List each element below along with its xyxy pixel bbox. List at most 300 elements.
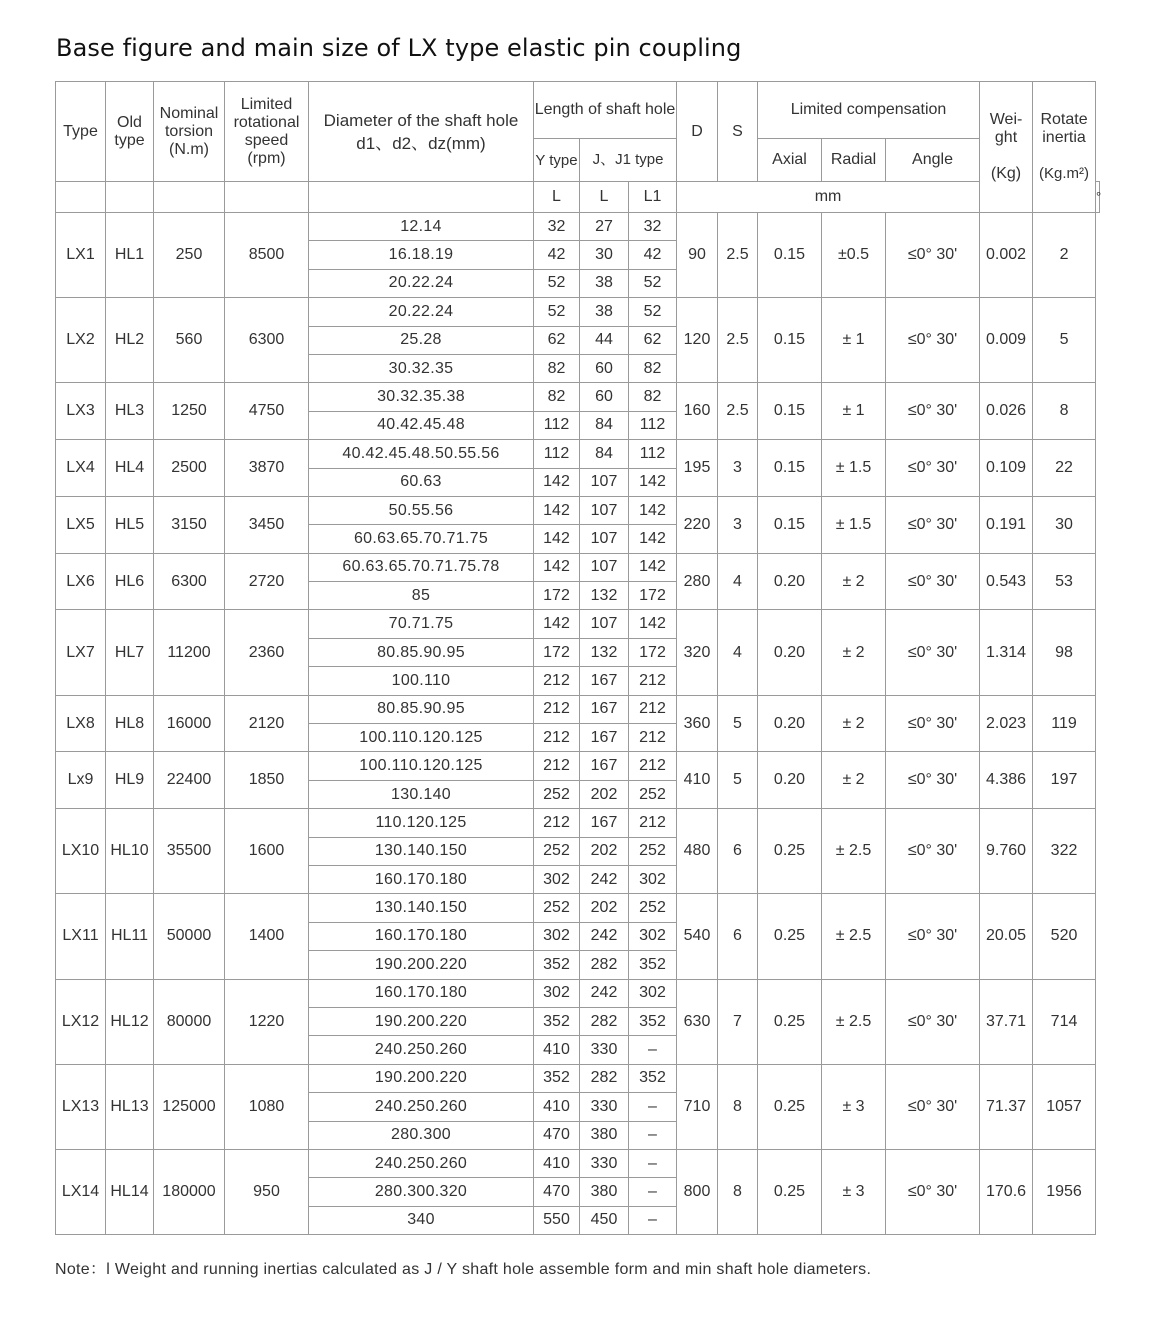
j-l1-cell: 172 — [629, 638, 677, 666]
header-type: Type — [56, 82, 106, 182]
j-length-cell: 282 — [580, 1064, 629, 1092]
angle-cell: ≤0° 30' — [886, 383, 980, 440]
j-l1-cell: 302 — [629, 865, 677, 893]
angle-cell: ≤0° 30' — [886, 298, 980, 383]
table-row — [56, 1064, 1100, 1092]
s-cell: 6 — [718, 809, 758, 894]
j-length-cell: 167 — [580, 752, 629, 780]
diameter-cell: 190.200.220 — [309, 951, 534, 979]
axial-cell: 0.25 — [758, 979, 822, 1064]
axial-cell: 0.15 — [758, 440, 822, 497]
diameter-cell: 100.110.120.125 — [309, 752, 534, 780]
j-length-cell: 242 — [580, 865, 629, 893]
j-length-cell: 330 — [580, 1093, 629, 1121]
j-length-cell: 60 — [580, 354, 629, 382]
inertia-cell: 1956 — [1033, 1149, 1096, 1234]
j-length-cell: 84 — [580, 411, 629, 439]
weight-cell: 4.386 — [980, 752, 1033, 809]
type-cell: LX14 — [56, 1149, 106, 1234]
speed-cell: 1220 — [225, 979, 309, 1064]
radial-cell: ± 1 — [822, 383, 886, 440]
table-row — [56, 213, 1100, 241]
j-length-cell: 132 — [580, 582, 629, 610]
y-length-cell: 142 — [534, 525, 580, 553]
diameter-cell: 130.140.150 — [309, 837, 534, 865]
torsion-cell: 6300 — [154, 553, 225, 610]
d-cell: 540 — [677, 894, 718, 979]
header-axial: Axial — [758, 139, 822, 182]
j-length-cell: 330 — [580, 1149, 629, 1177]
d-cell: 360 — [677, 695, 718, 752]
speed-cell: 1400 — [225, 894, 309, 979]
j-l1-cell: 52 — [629, 269, 677, 297]
y-length-cell: 410 — [534, 1149, 580, 1177]
weight-cell: 0.109 — [980, 440, 1033, 497]
s-cell: 8 — [718, 1149, 758, 1234]
weight-cell: 0.002 — [980, 213, 1033, 298]
j-l1-cell: 302 — [629, 922, 677, 950]
diameter-cell: 30.32.35 — [309, 354, 534, 382]
j-l1-cell: 42 — [629, 241, 677, 269]
table-row — [56, 809, 1100, 837]
diameter-cell: 60.63 — [309, 468, 534, 496]
speed-cell: 4750 — [225, 383, 309, 440]
speed-cell: 2120 — [225, 695, 309, 752]
diameter-cell: 240.250.260 — [309, 1149, 534, 1177]
y-length-cell: 550 — [534, 1206, 580, 1234]
s-cell: 5 — [718, 752, 758, 809]
j-length-cell: 202 — [580, 894, 629, 922]
type-cell: LX1 — [56, 213, 106, 298]
angle-cell: ≤0° 30' — [886, 610, 980, 695]
y-length-cell: 212 — [534, 667, 580, 695]
diameter-cell: 130.140 — [309, 780, 534, 808]
table-row — [56, 752, 1100, 780]
speed-cell: 6300 — [225, 298, 309, 383]
torsion-cell: 22400 — [154, 752, 225, 809]
type-cell: LX4 — [56, 440, 106, 497]
torsion-cell: 560 — [154, 298, 225, 383]
header-angle: Angle — [886, 139, 980, 182]
diameter-cell: 110.120.125 — [309, 809, 534, 837]
speed-cell: 1600 — [225, 809, 309, 894]
inertia-cell: 197 — [1033, 752, 1096, 809]
header-compensation: Limited compensation — [758, 82, 980, 139]
radial-cell: ± 2.5 — [822, 894, 886, 979]
j-length-cell: 107 — [580, 525, 629, 553]
torsion-cell: 50000 — [154, 894, 225, 979]
diameter-cell: 40.42.45.48 — [309, 411, 534, 439]
type-cell: LX7 — [56, 610, 106, 695]
y-length-cell: 112 — [534, 411, 580, 439]
y-length-cell: 212 — [534, 724, 580, 752]
torsion-cell: 2500 — [154, 440, 225, 497]
header-limited-speed-unit: (rpm) — [247, 149, 286, 167]
j-length-cell: 282 — [580, 951, 629, 979]
j-l1-cell: – — [629, 1036, 677, 1064]
type-cell: Lx9 — [56, 752, 106, 809]
old-type-cell: HL9 — [106, 752, 154, 809]
diameter-cell: 70.71.75 — [309, 610, 534, 638]
axial-cell: 0.15 — [758, 298, 822, 383]
weight-cell: 0.191 — [980, 496, 1033, 553]
diameter-cell: 280.300 — [309, 1121, 534, 1149]
header-inertia-unit: (Kg.m²) — [1039, 165, 1090, 182]
diameter-cell: 160.170.180 — [309, 865, 534, 893]
diameter-cell: 12.14 — [309, 213, 534, 241]
j-l1-cell: 252 — [629, 894, 677, 922]
diameter-cell: 190.200.220 — [309, 1064, 534, 1092]
j-length-cell: 38 — [580, 269, 629, 297]
j-l1-cell: 142 — [629, 468, 677, 496]
radial-cell: ± 1 — [822, 298, 886, 383]
axial-cell: 0.20 — [758, 610, 822, 695]
weight-cell: 9.760 — [980, 809, 1033, 894]
inertia-cell: 119 — [1033, 695, 1096, 752]
diameter-cell: 240.250.260 — [309, 1093, 534, 1121]
table-row — [56, 496, 1100, 524]
diameter-cell: 60.63.65.70.71.75.78 — [309, 553, 534, 581]
y-length-cell: 302 — [534, 979, 580, 1007]
radial-cell: ± 1.5 — [822, 440, 886, 497]
y-length-cell: 252 — [534, 894, 580, 922]
diameter-cell: 340 — [309, 1206, 534, 1234]
j-length-cell: 132 — [580, 638, 629, 666]
header-diameter — [309, 82, 534, 182]
torsion-cell: 250 — [154, 213, 225, 298]
j-length-cell: 380 — [580, 1178, 629, 1206]
weight-cell: 0.009 — [980, 298, 1033, 383]
diameter-cell: 20.22.24 — [309, 298, 534, 326]
j-length-cell: 450 — [580, 1206, 629, 1234]
j-l1-cell: 212 — [629, 695, 677, 723]
axial-cell: 0.20 — [758, 553, 822, 610]
table-header — [56, 82, 1100, 213]
radial-cell: ± 2.5 — [822, 809, 886, 894]
j-l1-cell: 112 — [629, 440, 677, 468]
diameter-cell: 240.250.260 — [309, 1036, 534, 1064]
d-cell: 710 — [677, 1064, 718, 1149]
table-body — [56, 213, 1100, 1235]
header-col-l-j: L — [580, 182, 629, 213]
angle-cell: ≤0° 30' — [886, 752, 980, 809]
j-l1-cell: – — [629, 1206, 677, 1234]
j-length-cell: 27 — [580, 213, 629, 241]
old-type-cell: HL5 — [106, 496, 154, 553]
y-length-cell: 62 — [534, 326, 580, 354]
d-cell: 410 — [677, 752, 718, 809]
angle-cell: ≤0° 30' — [886, 979, 980, 1064]
s-cell: 2.5 — [718, 383, 758, 440]
old-type-cell: HL14 — [106, 1149, 154, 1234]
y-length-cell: 252 — [534, 837, 580, 865]
j-length-cell: 44 — [580, 326, 629, 354]
diameter-cell: 100.110 — [309, 667, 534, 695]
type-cell: LX10 — [56, 809, 106, 894]
old-type-cell: HL7 — [106, 610, 154, 695]
radial-cell: ± 2 — [822, 610, 886, 695]
old-type-cell: HL13 — [106, 1064, 154, 1149]
diameter-cell: 16.18.19 — [309, 241, 534, 269]
j-l1-cell: 172 — [629, 582, 677, 610]
angle-cell: ≤0° 30' — [886, 695, 980, 752]
axial-cell: 0.15 — [758, 213, 822, 298]
diameter-cell: 190.200.220 — [309, 1007, 534, 1035]
y-length-cell: 172 — [534, 582, 580, 610]
y-length-cell: 32 — [534, 213, 580, 241]
speed-cell: 3870 — [225, 440, 309, 497]
table-row — [56, 979, 1100, 1007]
header-blank-torsion — [154, 182, 225, 213]
table-row — [56, 553, 1100, 581]
j-l1-cell: – — [629, 1121, 677, 1149]
diameter-cell: 160.170.180 — [309, 979, 534, 1007]
speed-cell: 1850 — [225, 752, 309, 809]
weight-cell: 0.543 — [980, 553, 1033, 610]
j-l1-cell: 352 — [629, 951, 677, 979]
header-nominal-torsion-unit: (N.m) — [169, 140, 209, 158]
y-length-cell: 82 — [534, 383, 580, 411]
axial-cell: 0.25 — [758, 809, 822, 894]
speed-cell: 2360 — [225, 610, 309, 695]
inertia-cell: 520 — [1033, 894, 1096, 979]
old-type-cell: HL1 — [106, 213, 154, 298]
header-blank-old — [106, 182, 154, 213]
inertia-cell: 8 — [1033, 383, 1096, 440]
diameter-cell: 60.63.65.70.71.75 — [309, 525, 534, 553]
type-cell: LX5 — [56, 496, 106, 553]
header-weight-unit: (Kg) — [990, 165, 1022, 182]
d-cell: 160 — [677, 383, 718, 440]
j-l1-cell: 212 — [629, 809, 677, 837]
diameter-cell: 80.85.90.95 — [309, 695, 534, 723]
header-weight — [980, 82, 1033, 213]
speed-cell: 8500 — [225, 213, 309, 298]
y-length-cell: 112 — [534, 440, 580, 468]
weight-cell: 71.37 — [980, 1064, 1033, 1149]
j-l1-cell: 212 — [629, 752, 677, 780]
angle-cell: ≤0° 30' — [886, 213, 980, 298]
torsion-cell: 35500 — [154, 809, 225, 894]
weight-cell: 37.71 — [980, 979, 1033, 1064]
y-length-cell: 352 — [534, 951, 580, 979]
type-cell: LX11 — [56, 894, 106, 979]
y-length-cell: 212 — [534, 752, 580, 780]
diameter-cell: 130.140.150 — [309, 894, 534, 922]
radial-cell: ±0.5 — [822, 213, 886, 298]
type-cell: LX6 — [56, 553, 106, 610]
j-l1-cell: 252 — [629, 780, 677, 808]
old-type-cell: HL11 — [106, 894, 154, 979]
table-row — [56, 894, 1100, 922]
j-length-cell: 30 — [580, 241, 629, 269]
diameter-cell: 25.28 — [309, 326, 534, 354]
j-l1-cell: 142 — [629, 610, 677, 638]
diameter-cell: 20.22.24 — [309, 269, 534, 297]
j-length-cell: 202 — [580, 837, 629, 865]
j-length-cell: 242 — [580, 979, 629, 1007]
speed-cell: 950 — [225, 1149, 309, 1234]
inertia-cell: 2 — [1033, 213, 1096, 298]
axial-cell: 0.25 — [758, 894, 822, 979]
j-l1-cell: 212 — [629, 667, 677, 695]
header-limited-speed-label: Limited rotational speed — [233, 95, 300, 149]
d-cell: 120 — [677, 298, 718, 383]
j-l1-cell: 82 — [629, 354, 677, 382]
weight-cell: 2.023 — [980, 695, 1033, 752]
y-length-cell: 142 — [534, 468, 580, 496]
angle-cell: ≤0° 30' — [886, 496, 980, 553]
d-cell: 800 — [677, 1149, 718, 1234]
j-length-cell: 38 — [580, 298, 629, 326]
j-length-cell: 107 — [580, 610, 629, 638]
j-l1-cell: – — [629, 1178, 677, 1206]
header-nominal-torsion — [154, 82, 225, 182]
coupling-spec-table — [55, 81, 1100, 1235]
old-type-cell: HL3 — [106, 383, 154, 440]
j-length-cell: 167 — [580, 695, 629, 723]
d-cell: 195 — [677, 440, 718, 497]
diameter-cell: 280.300.320 — [309, 1178, 534, 1206]
weight-cell: 1.314 — [980, 610, 1033, 695]
old-type-cell: HL12 — [106, 979, 154, 1064]
page-title: Base figure and main size of LX type elastic pin coupling — [56, 34, 742, 62]
s-cell: 4 — [718, 610, 758, 695]
d-cell: 220 — [677, 496, 718, 553]
y-length-cell: 142 — [534, 496, 580, 524]
s-cell: 4 — [718, 553, 758, 610]
inertia-cell: 1057 — [1033, 1064, 1096, 1149]
header-blank-diameter — [309, 182, 534, 213]
type-cell: LX13 — [56, 1064, 106, 1149]
y-length-cell: 212 — [534, 695, 580, 723]
j-l1-cell: – — [629, 1093, 677, 1121]
diameter-cell: 85 — [309, 582, 534, 610]
y-length-cell: 470 — [534, 1178, 580, 1206]
y-length-cell: 252 — [534, 780, 580, 808]
radial-cell: ± 1.5 — [822, 496, 886, 553]
speed-cell: 2720 — [225, 553, 309, 610]
old-type-cell: HL8 — [106, 695, 154, 752]
j-l1-cell: 302 — [629, 979, 677, 1007]
header-diameter-sub: d1、d2、dz(mm) — [356, 133, 486, 153]
j-length-cell: 107 — [580, 468, 629, 496]
y-length-cell: 410 — [534, 1093, 580, 1121]
y-length-cell: 302 — [534, 865, 580, 893]
s-cell: 5 — [718, 695, 758, 752]
header-col-l-y: L — [534, 182, 580, 213]
j-l1-cell: 82 — [629, 383, 677, 411]
j-l1-cell: 52 — [629, 298, 677, 326]
torsion-cell: 16000 — [154, 695, 225, 752]
j-length-cell: 282 — [580, 1007, 629, 1035]
angle-cell: ≤0° 30' — [886, 553, 980, 610]
angle-cell: ≤0° 30' — [886, 1149, 980, 1234]
s-cell: 3 — [718, 440, 758, 497]
header-old-type: Old type — [106, 82, 154, 182]
diameter-cell: 30.32.35.38 — [309, 383, 534, 411]
torsion-cell: 125000 — [154, 1064, 225, 1149]
d-cell: 90 — [677, 213, 718, 298]
radial-cell: ± 2 — [822, 695, 886, 752]
old-type-cell: HL4 — [106, 440, 154, 497]
y-length-cell: 82 — [534, 354, 580, 382]
weight-cell: 170.6 — [980, 1149, 1033, 1234]
table-row — [56, 440, 1100, 468]
torsion-cell: 1250 — [154, 383, 225, 440]
type-cell: LX3 — [56, 383, 106, 440]
table-row — [56, 298, 1100, 326]
axial-cell: 0.15 — [758, 496, 822, 553]
torsion-cell: 180000 — [154, 1149, 225, 1234]
old-type-cell: HL6 — [106, 553, 154, 610]
header-unit-deg: ° — [1096, 182, 1100, 213]
d-cell: 480 — [677, 809, 718, 894]
d-cell: 280 — [677, 553, 718, 610]
j-l1-cell: 212 — [629, 724, 677, 752]
y-length-cell: 172 — [534, 638, 580, 666]
angle-cell: ≤0° 30' — [886, 809, 980, 894]
header-limited-speed — [225, 82, 309, 182]
j-length-cell: 167 — [580, 724, 629, 752]
radial-cell: ± 2 — [822, 752, 886, 809]
speed-cell: 3450 — [225, 496, 309, 553]
s-cell: 7 — [718, 979, 758, 1064]
table-row — [56, 383, 1100, 411]
inertia-cell: 322 — [1033, 809, 1096, 894]
header-radial: Radial — [822, 139, 886, 182]
j-length-cell: 167 — [580, 667, 629, 695]
y-length-cell: 42 — [534, 241, 580, 269]
diameter-cell: 100.110.120.125 — [309, 724, 534, 752]
header-d: D — [677, 82, 718, 182]
inertia-cell: 5 — [1033, 298, 1096, 383]
header-unit-mm: mm — [677, 182, 980, 213]
j-l1-cell: 112 — [629, 411, 677, 439]
s-cell: 2.5 — [718, 213, 758, 298]
s-cell: 8 — [718, 1064, 758, 1149]
weight-cell: 0.026 — [980, 383, 1033, 440]
angle-cell: ≤0° 30' — [886, 440, 980, 497]
j-l1-cell: 32 — [629, 213, 677, 241]
j-length-cell: 60 — [580, 383, 629, 411]
header-diameter-label: Diameter of the shaft hole — [323, 110, 519, 130]
header-length-group: Length of shaft hole — [534, 82, 677, 139]
header-j-type: J、J1 type — [580, 139, 677, 182]
header-inertia-label: Rotate inertia — [1040, 111, 1088, 146]
inertia-cell: 98 — [1033, 610, 1096, 695]
header-blank-speed — [225, 182, 309, 213]
y-length-cell: 302 — [534, 922, 580, 950]
d-cell: 320 — [677, 610, 718, 695]
inertia-cell: 714 — [1033, 979, 1096, 1064]
y-length-cell: 410 — [534, 1036, 580, 1064]
y-length-cell: 142 — [534, 553, 580, 581]
header-nominal-torsion-label: Nominal torsion — [159, 104, 219, 140]
j-l1-cell: 142 — [629, 525, 677, 553]
j-l1-cell: 142 — [629, 553, 677, 581]
torsion-cell: 11200 — [154, 610, 225, 695]
radial-cell: ± 3 — [822, 1064, 886, 1149]
j-length-cell: 107 — [580, 553, 629, 581]
inertia-cell: 30 — [1033, 496, 1096, 553]
diameter-cell: 80.85.90.95 — [309, 638, 534, 666]
angle-cell: ≤0° 30' — [886, 1064, 980, 1149]
j-length-cell: 202 — [580, 780, 629, 808]
j-l1-cell: 352 — [629, 1007, 677, 1035]
j-l1-cell: – — [629, 1149, 677, 1177]
radial-cell: ± 2.5 — [822, 979, 886, 1064]
